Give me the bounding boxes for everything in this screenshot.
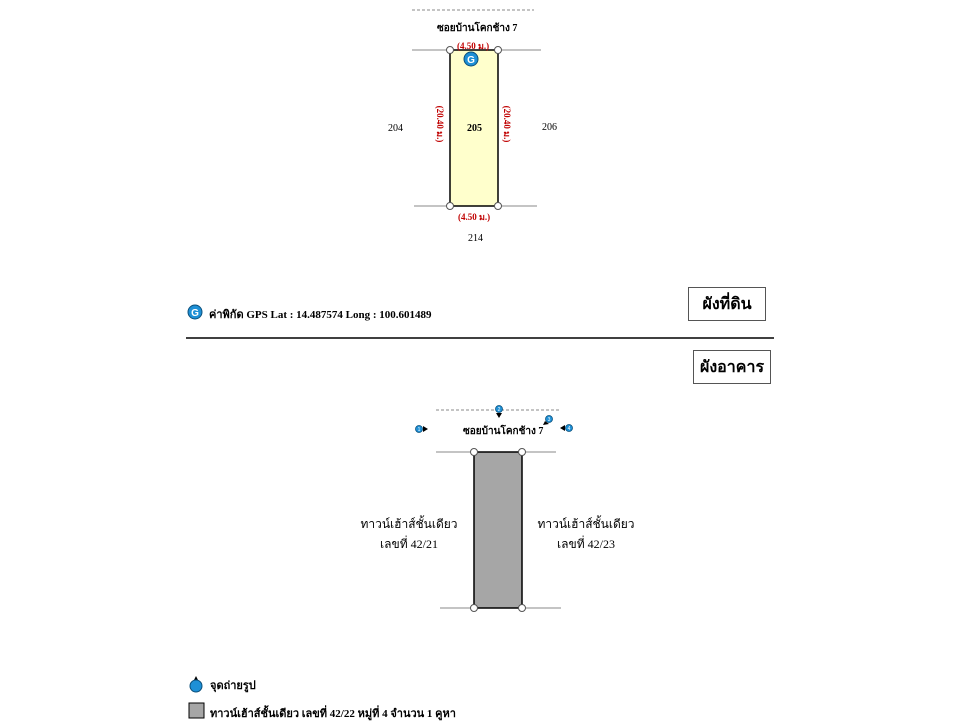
right-neighbor-number: 206 (542, 122, 557, 133)
dimension-right: (20.40 ม.) (502, 105, 512, 143)
dimension-bottom: (4.50 ม.) (458, 212, 491, 222)
building-42-22 (474, 452, 522, 608)
corner-marker (495, 47, 502, 54)
building-plan-title: ผังอาคาร (693, 350, 771, 384)
plot-number: 205 (467, 123, 482, 134)
corner-marker (447, 203, 454, 210)
land-road-label: ซอยบ้านโคกช้าง 7 (437, 23, 518, 34)
bottom-neighbor-number: 214 (468, 233, 483, 244)
left-neighbor-number: 204 (388, 123, 403, 134)
corner-marker (519, 449, 526, 456)
left-neighbor-type: ทาวน์เฮ้าส์ชั้นเดียว (360, 517, 458, 531)
photo-point-legend-icon (190, 676, 202, 692)
corner-marker (471, 605, 478, 612)
svg-text:3: 3 (547, 417, 551, 423)
right-neighbor-building (532, 514, 640, 554)
right-neighbor-type: ทาวน์เฮ้าส์ชั้นเดียว (537, 517, 635, 531)
dimension-left: (20.40 ม.) (435, 105, 445, 143)
building-road-label: ซอยบ้านโคกช้าง 7 (463, 426, 544, 437)
corner-marker (447, 47, 454, 54)
gps-legend-letter: G (191, 308, 199, 319)
land-plan-title: ผังที่ดิน (688, 287, 766, 321)
photo-point-4-icon (560, 425, 573, 433)
svg-text:2: 2 (497, 407, 501, 413)
corner-marker (495, 203, 502, 210)
svg-text:1: 1 (417, 427, 421, 433)
photo-point-legend-label: จุดถ่ายรูป (210, 680, 256, 692)
corner-marker (519, 605, 526, 612)
photo-point-2-icon (496, 406, 503, 419)
gps-coordinates: ค่าพิกัด GPS Lat : 14.487574 Long : 100.601489 (209, 309, 432, 321)
photo-point-1-icon (416, 426, 429, 434)
photo-point-3-icon (543, 416, 553, 426)
svg-text:4: 4 (567, 426, 571, 432)
corner-marker (471, 449, 478, 456)
gps-marker-letter: G (467, 55, 475, 66)
left-neighbor-building (355, 514, 463, 554)
right-neighbor-address: เลขที่ 42/23 (557, 537, 615, 551)
left-neighbor-address: เลขที่ 42/21 (380, 537, 438, 551)
dimension-top: (4.50 ม.) (457, 41, 490, 51)
building-legend-swatch (189, 703, 204, 718)
building-legend-label: ทาวน์เฮ้าส์ชั้นเดียว เลขที่ 42/22 หมู่ที่ 4 จำนวน 1 คูหา (210, 708, 456, 720)
